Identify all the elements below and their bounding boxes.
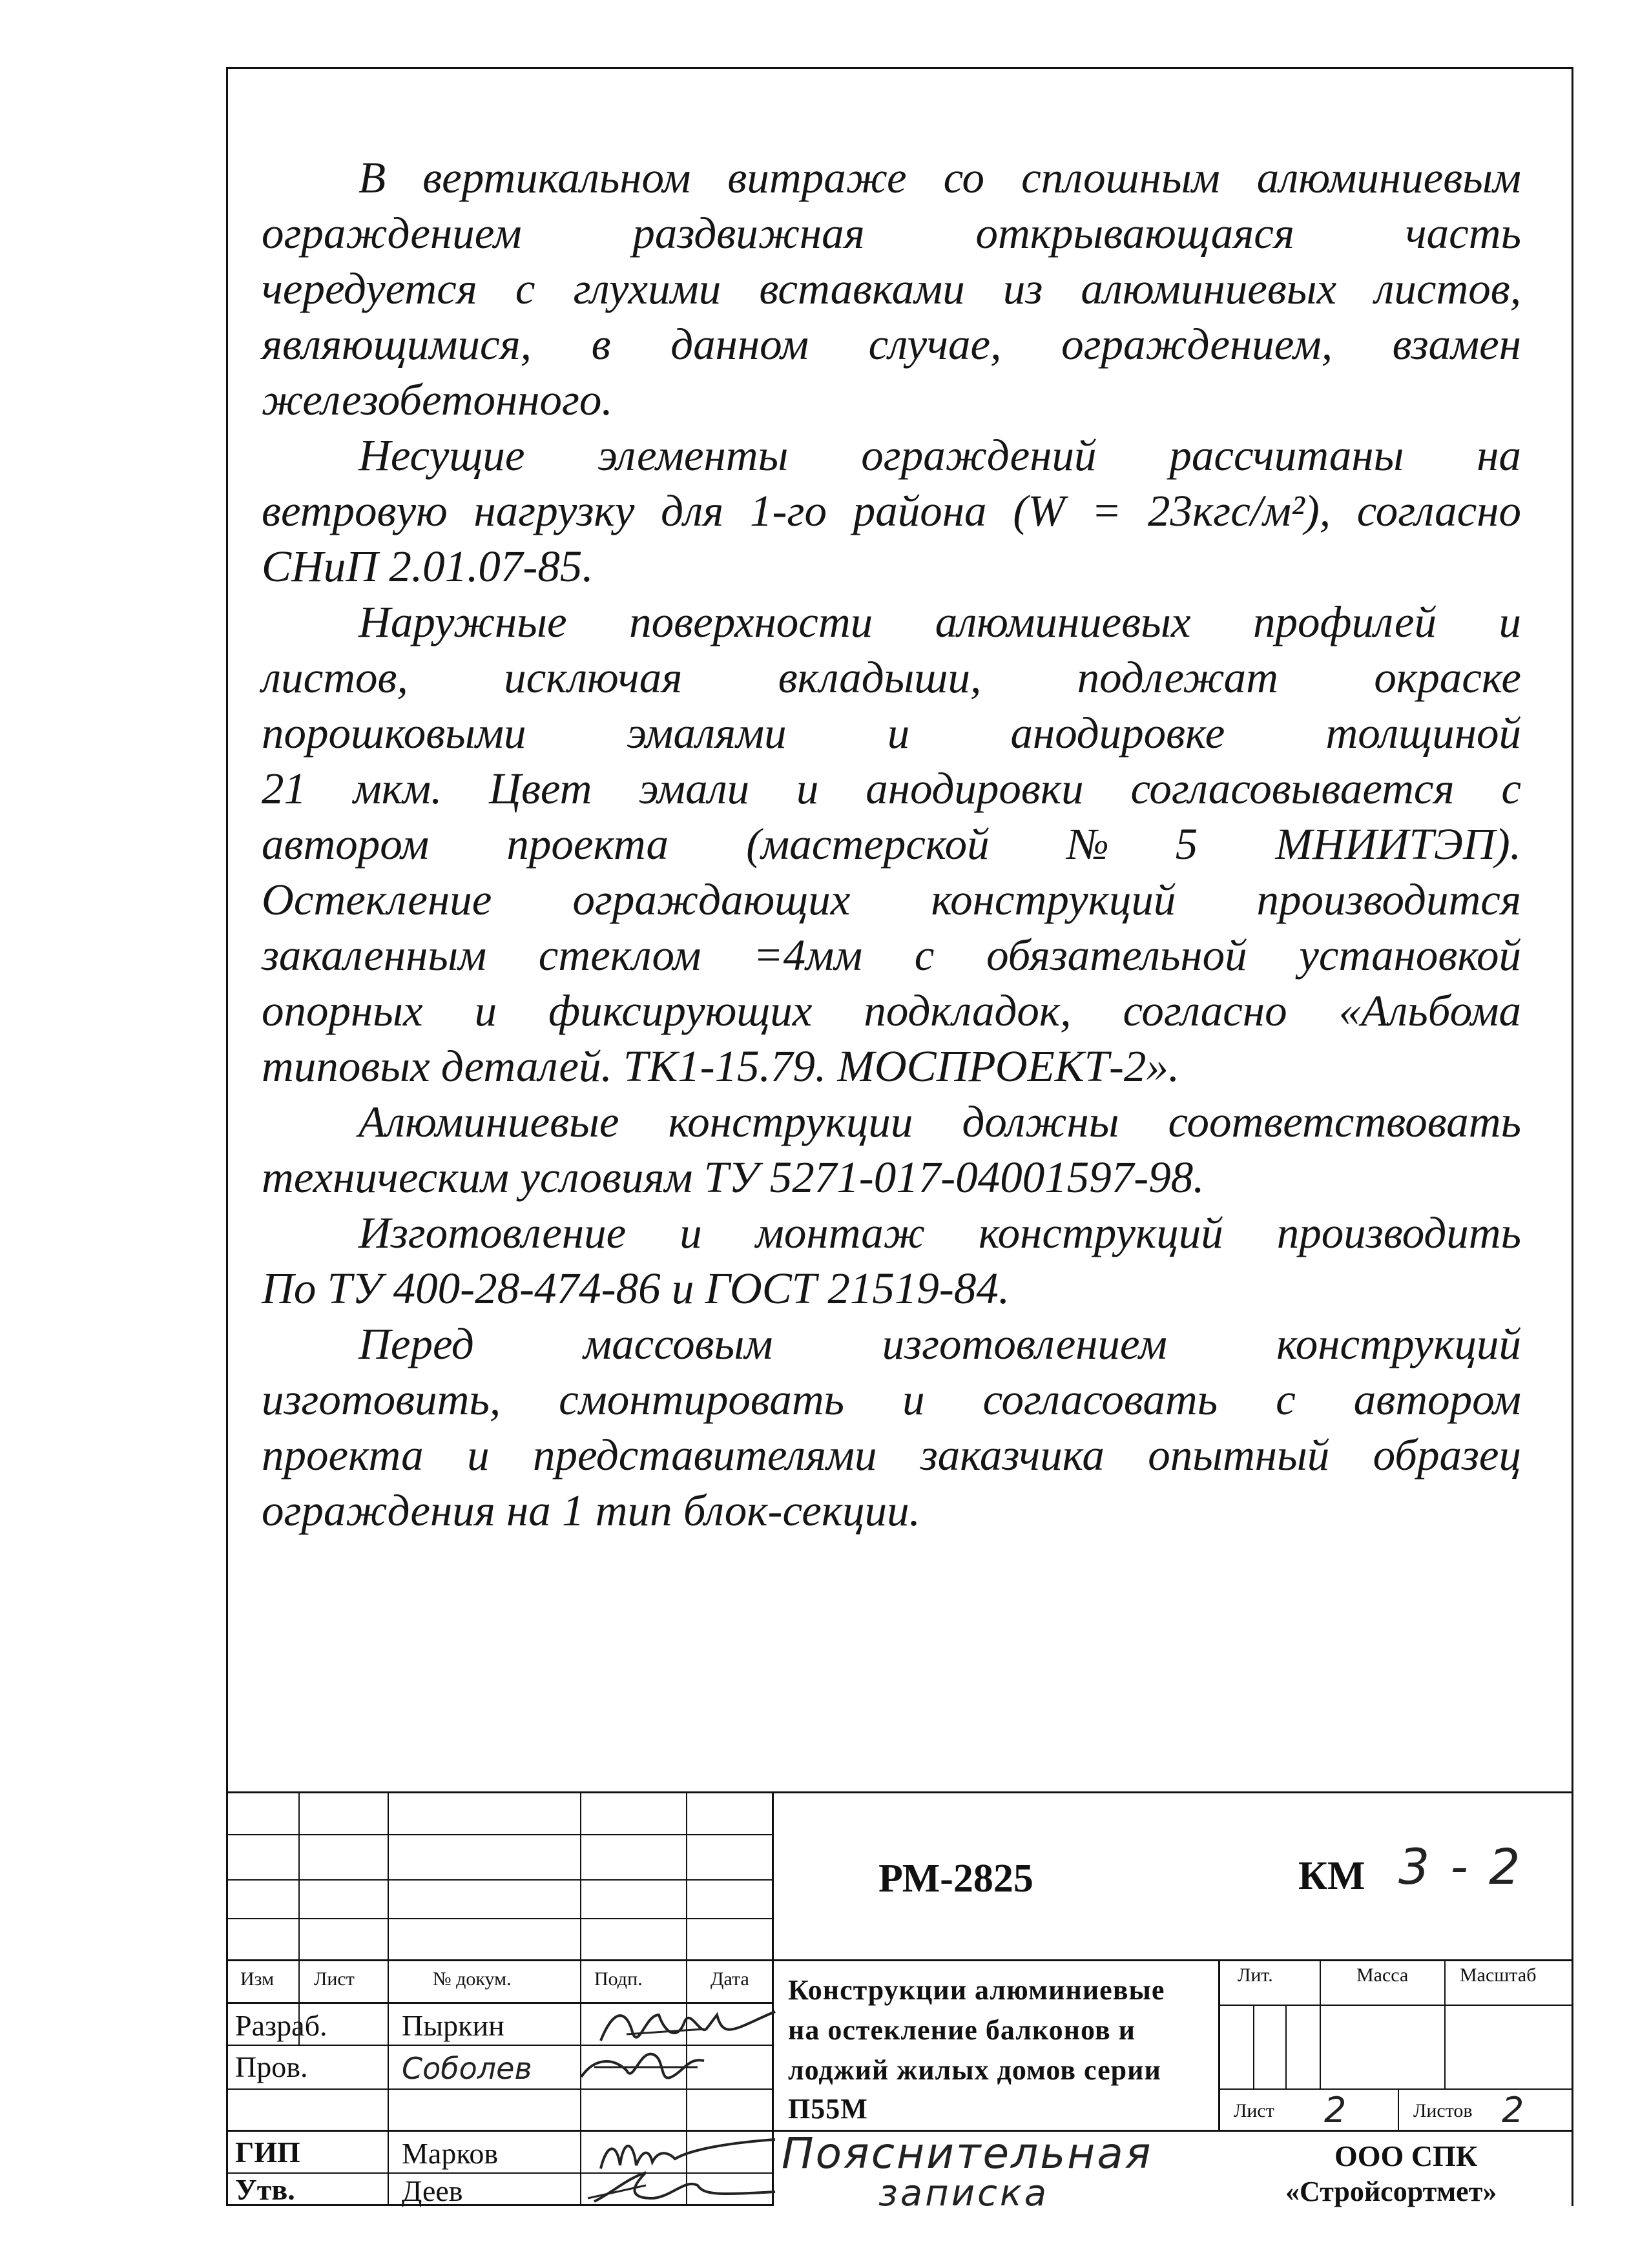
- name-checker-handwritten: Соболев: [402, 2051, 532, 2086]
- description-line-3: лоджий жилых домов серии: [788, 2054, 1161, 2086]
- header-sign: Подп.: [594, 1968, 643, 1990]
- text-line: проекта и представителями заказчика опытный образец: [262, 1430, 1521, 1479]
- text-line: СНиП 2.01.07-85.: [262, 542, 594, 591]
- signature-approver: [575, 2166, 782, 2206]
- company-line-1: ООО СПК: [1334, 2139, 1478, 2172]
- document-code: РМ-2825: [878, 1857, 1033, 1901]
- text-line: железобетонного.: [262, 375, 613, 424]
- explanatory-note-text: [262, 150, 1521, 1538]
- text-line: типовых деталей. ТК1-15.79. МОСПРОЕКТ-2».: [262, 1042, 1180, 1091]
- text-line: ограждения на 1 тип блок-секции.: [262, 1486, 920, 1535]
- paragraph: [262, 594, 1521, 1094]
- company-line-2: «Стройсортмет»: [1285, 2176, 1497, 2207]
- paragraph: [262, 428, 1521, 594]
- text-line: Изготовление и монтаж конструкций производить: [358, 1208, 1521, 1257]
- mass-label: Масса: [1356, 1964, 1409, 1986]
- description-line-4: П55М: [788, 2093, 868, 2125]
- text-line: ветровую нагрузку для 1-го района (W = 23кгс/м²), согласно: [262, 486, 1521, 535]
- signature-developer: [588, 2002, 782, 2051]
- lit-label: Лит.: [1238, 1964, 1273, 1986]
- text-line: изготовить, смонтировать и согласовать с автором: [262, 1375, 1521, 1424]
- text-line: Перед массовым изготовлением конструкций: [358, 1319, 1521, 1368]
- header-izm: Изм: [240, 1968, 275, 1990]
- text-line: Остекление ограждающих конструкций производится: [262, 875, 1521, 924]
- text-line: Несущие элементы ограждений рассчитаны на: [358, 431, 1521, 480]
- name-developer: Пыркин: [402, 2009, 504, 2042]
- title-block: [226, 1791, 1573, 2214]
- text-line: автором проекта (мастерской №5 МНИИТЭП).: [262, 820, 1521, 869]
- text-line: закаленным стеклом =4мм с обязательной установкой: [262, 931, 1521, 980]
- role-chief-engineer: ГИП: [235, 2136, 300, 2169]
- sheet-value: 2: [1324, 2090, 1347, 2130]
- text-line: техническим условиям ТУ 5271-017-04001597-98.: [262, 1153, 1205, 1202]
- paragraph: [262, 150, 1521, 428]
- sheets-value: 2: [1502, 2090, 1524, 2130]
- text-line: Наружные поверхности алюминиевых профилей и: [358, 597, 1521, 646]
- paragraph: [262, 1316, 1521, 1538]
- description-line-1: Конструкции алюминиевые: [788, 1974, 1165, 2006]
- signature-checker: [575, 2045, 717, 2090]
- name-chief-engineer: Марков: [402, 2137, 499, 2170]
- text-line: опорных и фиксирующих подкладок, согласно «Альбома: [262, 986, 1521, 1035]
- text-line: листов, исключая вкладыши, подлежат окраске: [262, 653, 1521, 702]
- text-line: 21 мкм. Цвет эмали и анодировки согласовывается с: [262, 764, 1521, 813]
- role-developer: Разраб.: [235, 2009, 327, 2042]
- paragraph: [262, 1094, 1521, 1205]
- text-line: ограждением раздвижная открывающаяся часть: [262, 209, 1521, 258]
- scale-label: Масштаб: [1460, 1964, 1537, 1986]
- text-line: Алюминиевые конструкции должны соответствовать: [358, 1097, 1521, 1146]
- drawing-mark-handwritten: 3 - 2: [1398, 1838, 1523, 1895]
- header-date: Дата: [711, 1968, 749, 1990]
- description-line-2: на остекление балконов и: [788, 2014, 1136, 2046]
- text-line: чередуется с глухими вставками из алюминиевых листов,: [262, 264, 1521, 313]
- document-type-line-1: Пояснительная: [782, 2129, 1153, 2178]
- name-approver: Деев: [402, 2174, 463, 2207]
- text-line: В вертикальном витраже со сплошным алюминиевым: [358, 153, 1521, 202]
- document-type-line-2: записка: [878, 2172, 1050, 2214]
- text-line: По ТУ 400-28-474-86 и ГОСТ 21519-84.: [262, 1264, 1010, 1313]
- sheet-label: Лист: [1234, 2100, 1274, 2121]
- paragraph: [262, 1205, 1521, 1316]
- text-line: являющимися, в данном случае, ограждением, взамен: [262, 320, 1521, 369]
- sheets-label: Листов: [1413, 2100, 1473, 2121]
- drawing-mark: КМ: [1298, 1854, 1365, 1898]
- header-list: Лист: [314, 1968, 355, 1990]
- role-checker: Пров.: [235, 2050, 308, 2083]
- text-line: порошковыми эмалями и анодировке толщиной: [262, 708, 1521, 758]
- header-doc-no: № докум.: [433, 1968, 512, 1990]
- role-approver: Утв.: [235, 2173, 295, 2206]
